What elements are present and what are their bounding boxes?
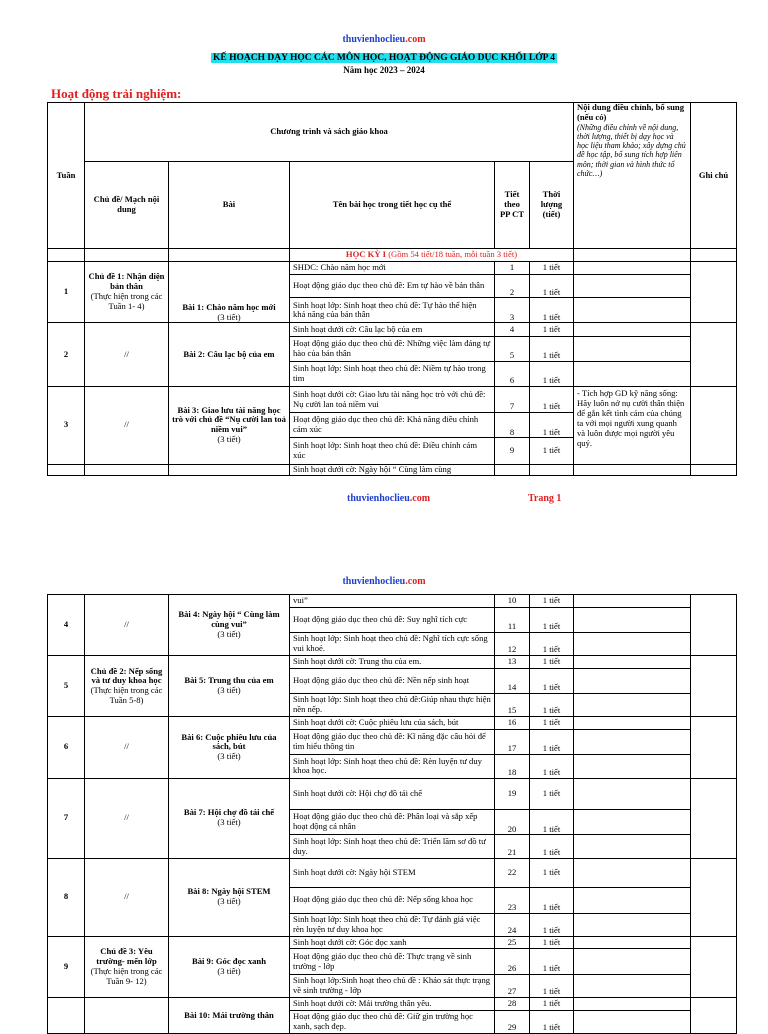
table-row: Sinh hoạt lớp: Sinh hoạt theo chủ đề: Rèn luyện tư duy khoa học. 18 1 tiết	[48, 755, 737, 778]
table-row: 4 // Bài 4: Ngày hội “ Cùng làm cùng vui” (3 tiết) vui” 10 1 tiết	[48, 595, 737, 608]
table-row: 9 Chủ đề 3: Yêu trường- mến lớp (Thực hiện trong các Tuần 9- 12) Bài 9: Góc đọc xanh (3 tiết) Sinh hoạt dưới cờ: Góc đọc xanh 25 1 tiết	[48, 936, 737, 949]
table-row: Hoạt động giáo dục theo chủ đề: Kĩ năng đặc câu hỏi để tìm hiểu thông tin 17 1 tiết	[48, 730, 737, 755]
table-row: Hoạt động giáo dục theo chủ đề: Thực trạng về sinh trường - lớp 26 1 tiết	[48, 949, 737, 974]
table-row: Sinh hoạt lớp: Sinh hoạt theo chủ đề: Nghĩ tích cực sống vui khoẻ. 12 1 tiết	[48, 632, 737, 655]
site-header-page2: thuvienhoclieu.com	[342, 576, 426, 587]
table-row: Sinh hoạt lớp: Sinh hoạt theo chủ đề: Tự hào thể hiện khả năng của bản thân 3 1 tiết	[48, 298, 737, 323]
site-footer: thuvienhoclieu.com	[347, 493, 431, 504]
table-row: Hoạt động giáo dục theo chủ đề: Khả năng điều chỉnh cảm xúc 8 1 tiết	[48, 413, 737, 438]
page-number: Trang 1	[528, 493, 562, 504]
table-row: Hoạt động giáo dục theo chủ đề: Phân loại và sắp xếp hoạt động cá nhân 20 1 tiết	[48, 810, 737, 835]
semester-label: HỌC KỲ I (Gồm 54 tiết/18 tuần, mỗi tuần 3 tiết)	[290, 249, 574, 262]
table-row: 2 // Bài 2: Câu lạc bộ của em Sinh hoạt dưới cờ: Câu lạc bộ của em 4 1 tiết	[48, 323, 737, 337]
table-row: Sinh hoạt lớp: Sinh hoạt theo chủ đề:Giúp nhau thực hiện nền nếp. 15 1 tiết	[48, 694, 737, 717]
school-year: Năm học 2023 – 2024	[343, 65, 425, 75]
table-row: Hoạt động giáo dục theo chủ đề: Suy nghĩ tích cực 11 1 tiết	[48, 607, 737, 632]
table-row: Hoạt động giáo dục theo chủ đề: Giữ gìn trường học xanh, sạch đẹp. 29 1 tiết	[48, 1010, 737, 1033]
site-header: thuvienhoclieu.com	[342, 34, 426, 45]
table-row: Sinh hoạt lớp: Sinh hoạt theo chủ đề: Điều chỉnh cảm xúc 9 1 tiết	[48, 438, 737, 464]
table-row: 5 Chủ đề 2: Nếp sống và tư duy khoa học (Thực hiện trong các Tuần 5-8) Bài 5: Trung thu của em (3 tiết) Sinh hoạt dưới cờ: Trung thu của em. 13 1 tiết	[48, 656, 737, 669]
col-thoiluong: Thời lượng (tiết)	[530, 161, 574, 249]
table-row: Hoạt động giáo dục theo chủ đề: Nếp sống khoa học 23 1 tiết	[48, 888, 737, 913]
section-title: Hoạt động trải nghiệm:	[51, 86, 182, 101]
document-title: KẾ HOẠCH DẠY HỌC CÁC MÔN HỌC, HOẠT ĐỘNG GIÁO DỤC KHỐI LỚP 4	[212, 53, 555, 63]
table-row: Hoạt động giáo dục theo chủ đề: Những việc làm đáng tự hào của bản thân 5 1 tiết	[48, 337, 737, 362]
col-ghichu: Ghi chú	[691, 103, 737, 249]
col-tiet: Tiết theo PP CT	[495, 161, 530, 249]
table-row: Sinh hoạt lớp: Sinh hoạt theo chủ đề: Tự đánh giá việc rèn luyện tư duy khoa học 24 1 tiết	[48, 913, 737, 936]
table-row: Hoạt động giáo dục theo chủ đề: Em tự hào về bản thân 2 1 tiết	[48, 275, 737, 298]
col-tenbai: Tên bài học trong tiết học cụ thể	[290, 161, 495, 249]
table-row: 1 Chủ đề 1: Nhận diện bản thân (Thực hiện trong các Tuần 1- 4) Bài 1: Chào năm học mới (3 tiết) SHDC: Chào năm học mới 1 1 tiết	[48, 261, 737, 275]
col-ctsgk: Chương trình và sách giáo khoa	[85, 103, 574, 162]
table-row: Sinh hoạt lớp: Sinh hoạt theo chủ đề: Niềm tự hào trong tim 6 1 tiết	[48, 362, 737, 387]
table-row: Sinh hoạt dưới cờ: Ngày hội “ Cùng làm cùng	[48, 464, 737, 475]
col-tuan: Tuần	[48, 103, 85, 249]
table-row: 3 // Bài 3: Giao lưu tài năng học trò với chủ đề “Nụ cười lan toả niềm vui” (3 tiết) Sinh hoạt dưới cờ: Giao lưu tài năng học trò với chủ đề: Nụ cười lan toả niềm vui 7 1 tiết - Tích hợp GD kỹ năng sống: Hãy luôn nở nụ cười thân thiện để gắn kết tình cảm của chúng ta với mọi người xung quanh và luôn được mọi người yêu quý.	[48, 387, 737, 413]
col-bai: Bài	[169, 161, 290, 249]
table-row: 7 // Bài 7: Hội chợ đồ tái chế (3 tiết) Sinh hoạt dưới cờ: Hội chợ đồ tái chế 19 1 tiết	[48, 778, 737, 810]
table-row: Sinh hoạt lớp: Sinh hoạt theo chủ đề: Triển lãm sơ đồ tư duy. 21 1 tiết	[48, 835, 737, 858]
table-row: Bài 10: Mái trường thân Sinh hoạt dưới cờ: Mái trường thân yêu. 28 1 tiết	[48, 997, 737, 1010]
table-row: Hoạt động giáo dục theo chủ đề: Nền nếp sinh hoạt 14 1 tiết	[48, 668, 737, 693]
col-noidung: Nội dung điều chỉnh, bổ sung (nếu có) (Những điều chỉnh về nội dung, thời lượng, thiết bị dạy học và học liệu tham khảo; xây dựng chủ đề học tập, bổ sung tích hợp liên môn; thời gian và hình thức tổ chức…)	[574, 103, 691, 249]
col-chude: Chủ đề/ Mạch nội dung	[85, 161, 169, 249]
table-row: Sinh hoạt lớp:Sinh hoạt theo chủ đề : Khảo sát thực trạng về sinh trường - lớp 27 1 tiết	[48, 974, 737, 997]
table-row: 8 // Bài 8: Ngày hội STEM (3 tiết) Sinh hoạt dưới cờ: Ngày hội STEM 22 1 tiết	[48, 858, 737, 888]
plan-table-page1	[47, 102, 737, 476]
plan-table-page2	[47, 594, 737, 1034]
table-row: 6 // Bài 6: Cuộc phiêu lưu của sách, bút (3 tiết) Sinh hoạt dưới cờ: Cuộc phiêu lưu của sách, bút 16 1 tiết	[48, 717, 737, 730]
